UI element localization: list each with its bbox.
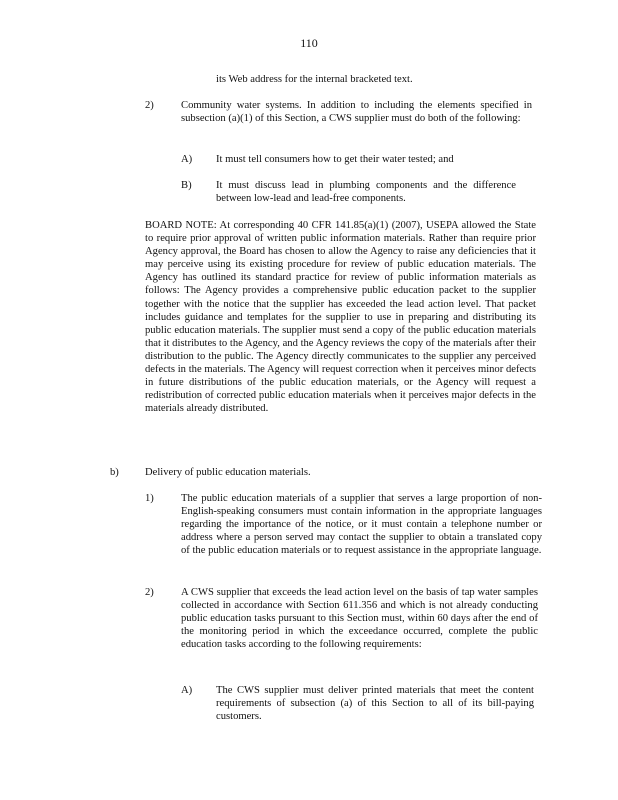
intro-line: its Web address for the internal bracketed text. — [216, 74, 413, 85]
item-2A-text: It must tell consumers how to get their water tested; and — [216, 154, 454, 165]
item-2B-label: B) — [181, 180, 192, 191]
item-b2-label: 2) — [145, 587, 154, 598]
section-b-label: b) — [110, 467, 119, 478]
board-note: BOARD NOTE: At corresponding 40 CFR 141.85(a)(1) (2007), USEPA allowed the State to require prior approval of written public information materials. Rather than require prior Agency approval, the Board has chosen to allow the Agency to raise any deficiencies that it may perceive using its existing procedure for review of public education materials. The Agency has outlined its standard practice for review of public information materials as follows: The Agency provides a comprehensive public education packet to the supplier together with the notice that the supplier has exceeded the lead action level. That packet includes guidance and templates for the supplier to use in preparing and distributing its public education materials. The supplier must send a copy of the public education materials that it distributes to the Agency, and the Agency reviews the copy of the materials after their distribution to the public. The Agency directly communicates to the supplier any perceived defects in the materials. The Agency will request correction when it perceives minor defects in future distributions of the public education materials, or the Agency will request a redistribution of corrected public education materials when it perceives major defects in the materials already distributed. — [145, 220, 536, 415]
item-2A-label: A) — [181, 154, 193, 165]
item-2B-text: It must discuss lead in plumbing components and the difference between low-lead and lead-free components. — [216, 180, 516, 205]
item-b2A-label: A) — [181, 685, 193, 696]
item-2-label: 2) — [145, 100, 154, 111]
section-b-heading: Delivery of public education materials. — [145, 467, 311, 478]
item-b2-text: A CWS supplier that exceeds the lead action level on the basis of tap water samples collected in accordance with Section 611.356 and which is not already conducting public education tasks pursuant to this Section must, within 60 days after the end of the monitoring period in which the exceedance occurred, complete the public education tasks according to the following requirements: — [181, 587, 538, 651]
item-b2A-text: The CWS supplier must deliver printed materials that meet the content requirements of subsection (a) of this Section to all of its bill-paying customers. — [216, 685, 534, 723]
item-2-text: Community water systems. In addition to including the elements specified in subsection (a)(1) of this Section, a CWS supplier must do both of the following: — [181, 100, 532, 125]
item-b1-text: The public education materials of a supplier that serves a large proportion of non-English-speaking consumers must contain information in the appropriate languages regarding the importance of the notice, or it must contain a telephone number or address where a person served may contact the supplier to obtain a translated copy of the public education materials or to request assistance in the appropriate language. — [181, 493, 542, 557]
page-number: 110 — [300, 36, 318, 50]
item-b1-label: 1) — [145, 493, 154, 504]
